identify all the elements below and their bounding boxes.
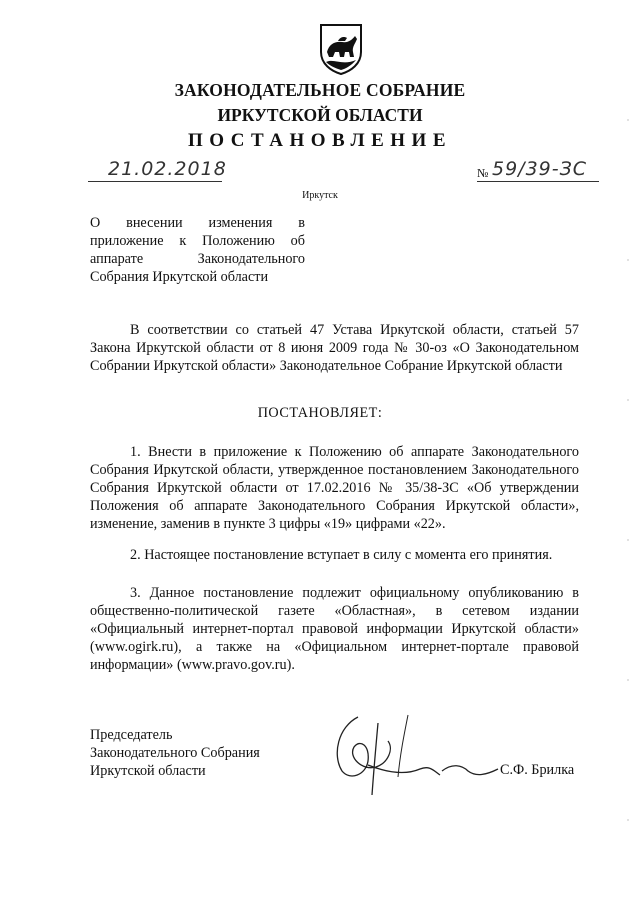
document-type: ПОСТАНОВЛЕНИЕ xyxy=(187,130,453,151)
organization-name-line1: ЗАКОНОДАТЕЛЬНОЕ СОБРАНИЕ xyxy=(174,80,466,100)
city-name: Иркутск xyxy=(302,190,338,201)
decree-word: ПОСТАНОВЛЯЕТ: xyxy=(257,405,383,421)
signatory-name: С.Ф. Брилка xyxy=(500,762,575,778)
date-underline xyxy=(88,181,222,182)
signatory-title-line1: Председатель xyxy=(90,727,173,743)
irkutsk-coat-of-arms-icon xyxy=(318,22,364,76)
number-underline xyxy=(477,181,599,182)
item-1: 1. Внести в приложение к Положению об аппарате Законодательного Собрания Иркутской области, утвержденное постановлением Законодательного Собрания Иркутской области от 17.02.2016 № 35/38-ЗС «Об утверждении Положения об аппарате Законодательного Собрания Иркутской области», изменение, заменив в пункте 3 цифры «19» цифрами «22». xyxy=(90,444,579,532)
item-3: 3. Данное постановление подлежит официальному опубликованию в общественно-политической газете «Областная», в сетевом издании «Официальный интернет-портал правовой информации Иркутской области» (www.ogirk.ru), а также на «Официальном интернет-портале правовой информации» (www.pravo.gov.ru). xyxy=(90,585,579,673)
number-label: № xyxy=(477,166,489,180)
signatory-title-line2: Законодательного Собрания xyxy=(90,745,260,761)
preamble-paragraph: В соответствии со статьей 47 Устава Иркутской области, статьей 57 Закона Иркутской области от 8 июня 2009 года № 30-оз «О Законодательном Собрании Иркутской области» Законодательное Собрание Иркутской области xyxy=(90,322,579,374)
organization-name-line2: ИРКУТСКОЙ ОБЛАСТИ xyxy=(217,105,423,125)
document-number: 59/39-ЗС xyxy=(492,158,588,180)
margin-dots xyxy=(626,0,630,905)
signatory-title xyxy=(90,726,260,780)
document-date: 21.02.2018 xyxy=(108,158,227,180)
handwritten-signature xyxy=(328,705,508,805)
document-subject: О внесении изменения в приложение к Положению об аппарате Законодательного Собрания Иркутской области xyxy=(90,215,305,285)
item-2: 2. Настоящее постановление вступает в силу с момента его принятия. xyxy=(130,547,553,563)
signatory-title-line3: Иркутской области xyxy=(90,763,206,779)
